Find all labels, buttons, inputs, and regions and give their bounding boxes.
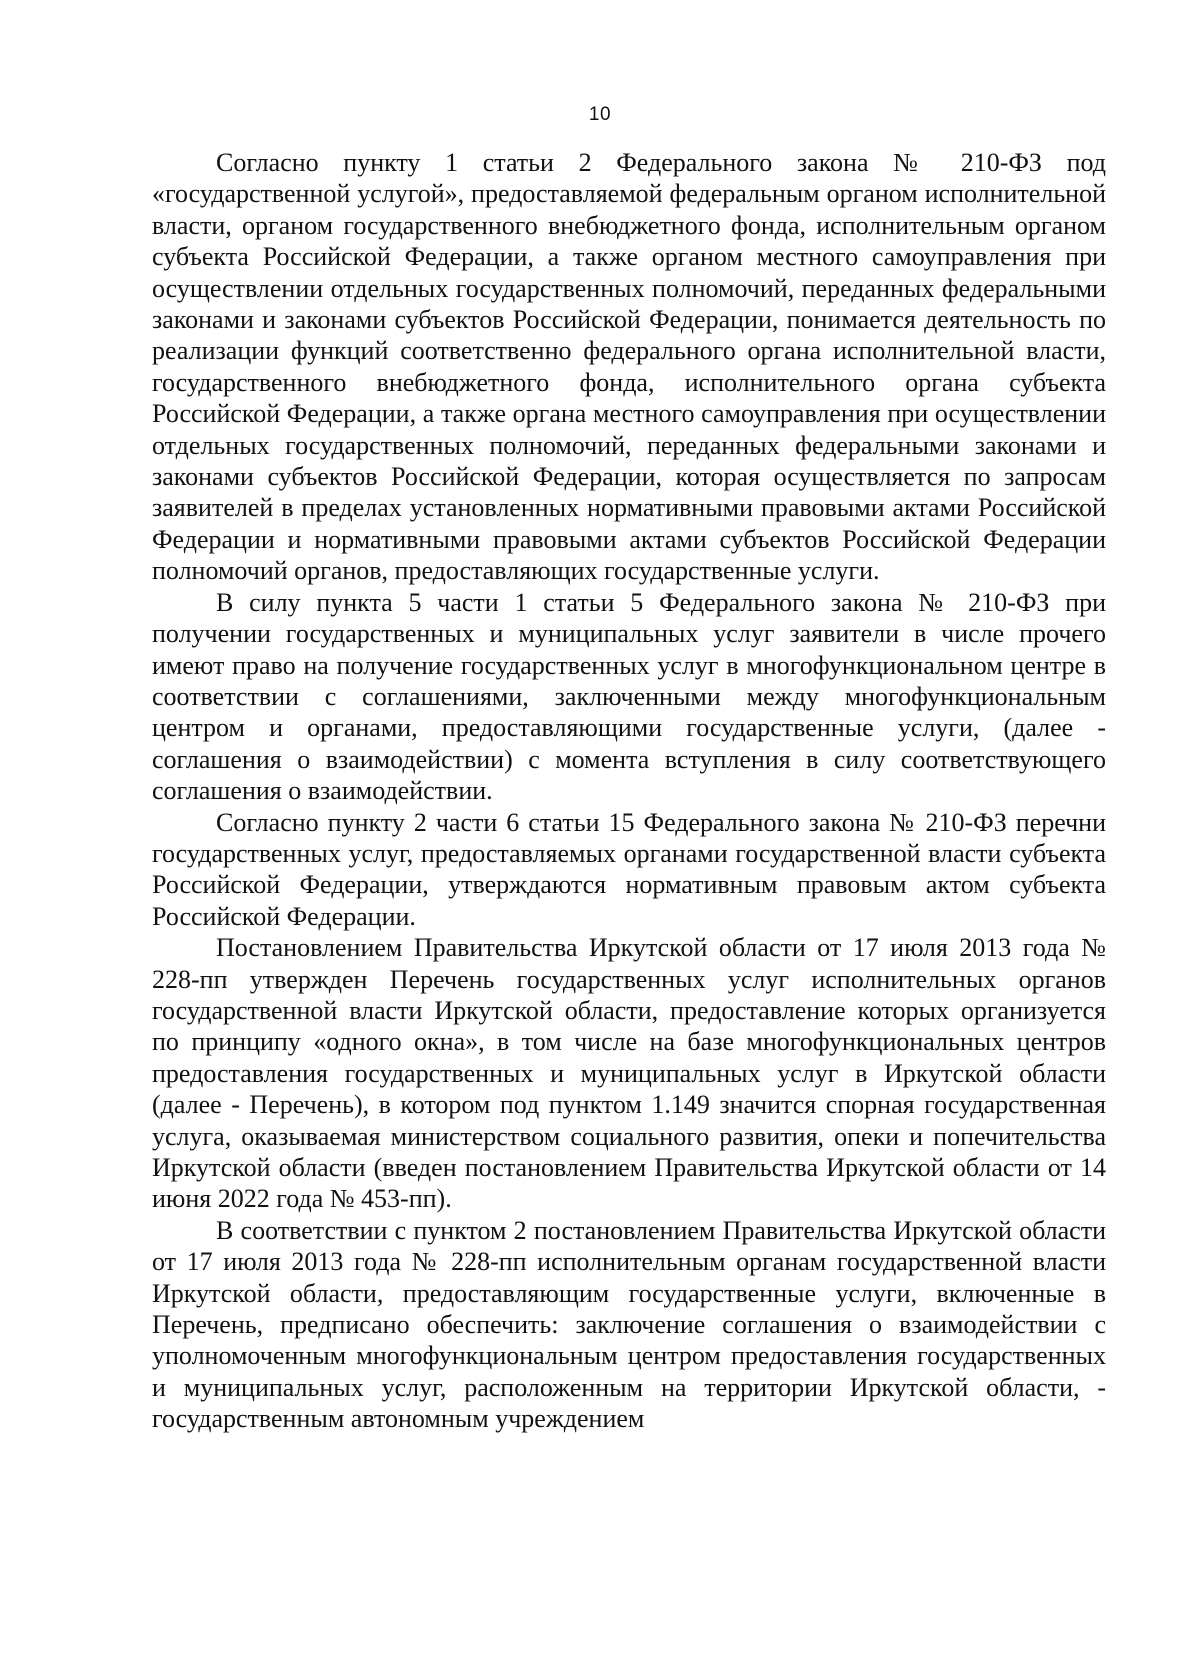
- paragraph-4: Постановлением Правительства Иркутской области от 17 июля 2013 года № 228-пп утвержден Перечень государственных услуг исполнительных органов государственной власти Иркутской области, предоставление которых организуется по принципу «одного окна», в том числе на базе многофункциональных центров предоставления государственных и муниципальных услуг в Иркутской области (далее - Перечень), в котором под пунктом 1.149 значится спорная государственная услуга, оказываемая министерством социального развития, опеки и попечительства Иркутской области (введен постановлением Правительства Иркутской области от 14 июня 2022 года № 453-пп).: [152, 933, 1106, 1214]
- paragraph-5: В соответствии с пунктом 2 постановлением Правительства Иркутской области от 17 июля 2013 года № 228-пп исполнительным органам государственной власти Иркутской области, предоставляющим государственные услуги, включенные в Перечень, предписано обеспечить: заключение соглашения о взаимодействии с уполномоченным многофункциональным центром предоставления государственных и муниципальных услуг, расположенным на территории Иркутской области, - государственным автономным учреждением: [152, 1215, 1106, 1434]
- paragraph-2: В силу пункта 5 части 1 статьи 5 Федерального закона № 210-ФЗ при получении государственных и муниципальных услуг заявители в числе прочего имеют право на получение государственных услуг в многофункциональном центре в соответствии с соглашениями, заключенными между многофункциональным центром и органами, предоставляющими государственные услуги, (далее - соглашения о взаимодействии) с момента вступления в силу соответствующего соглашения о взаимодействии.: [152, 587, 1106, 806]
- document-body: [152, 147, 1106, 1435]
- paragraph-1: Согласно пункту 1 статьи 2 Федерального закона № 210-ФЗ под «государственной услугой», предоставляемой федеральным органом исполнительной власти, органом государственного внебюджетного фонда, исполнительным органом субъекта Российской Федерации, а также органом местного самоуправления при осуществлении отдельных государственных полномочий, переданных федеральными законами и законами субъектов Российской Федерации, понимается деятельность по реализации функций соответственно федерального органа исполнительной власти, государственного внебюджетного фонда, исполнительного органа субъекта Российской Федерации, а также органа местного самоуправления при осуществлении отдельных государственных полномочий, переданных федеральными законами и законами субъектов Российской Федерации, которая осуществляется по запросам заявителей в пределах установленных нормативными правовыми актами Российской Федерации и нормативными правовыми актами субъектов Российской Федерации полномочий органов, предоставляющих государственные услуги.: [152, 148, 1106, 586]
- page-number: 10: [588, 104, 612, 125]
- paragraph-3: Согласно пункту 2 части 6 статьи 15 Федерального закона № 210-ФЗ перечни государственных услуг, предоставляемых органами государственной власти субъекта Российской Федерации, утверждаются нормативным правовым актом субъекта Российской Федерации.: [152, 807, 1106, 931]
